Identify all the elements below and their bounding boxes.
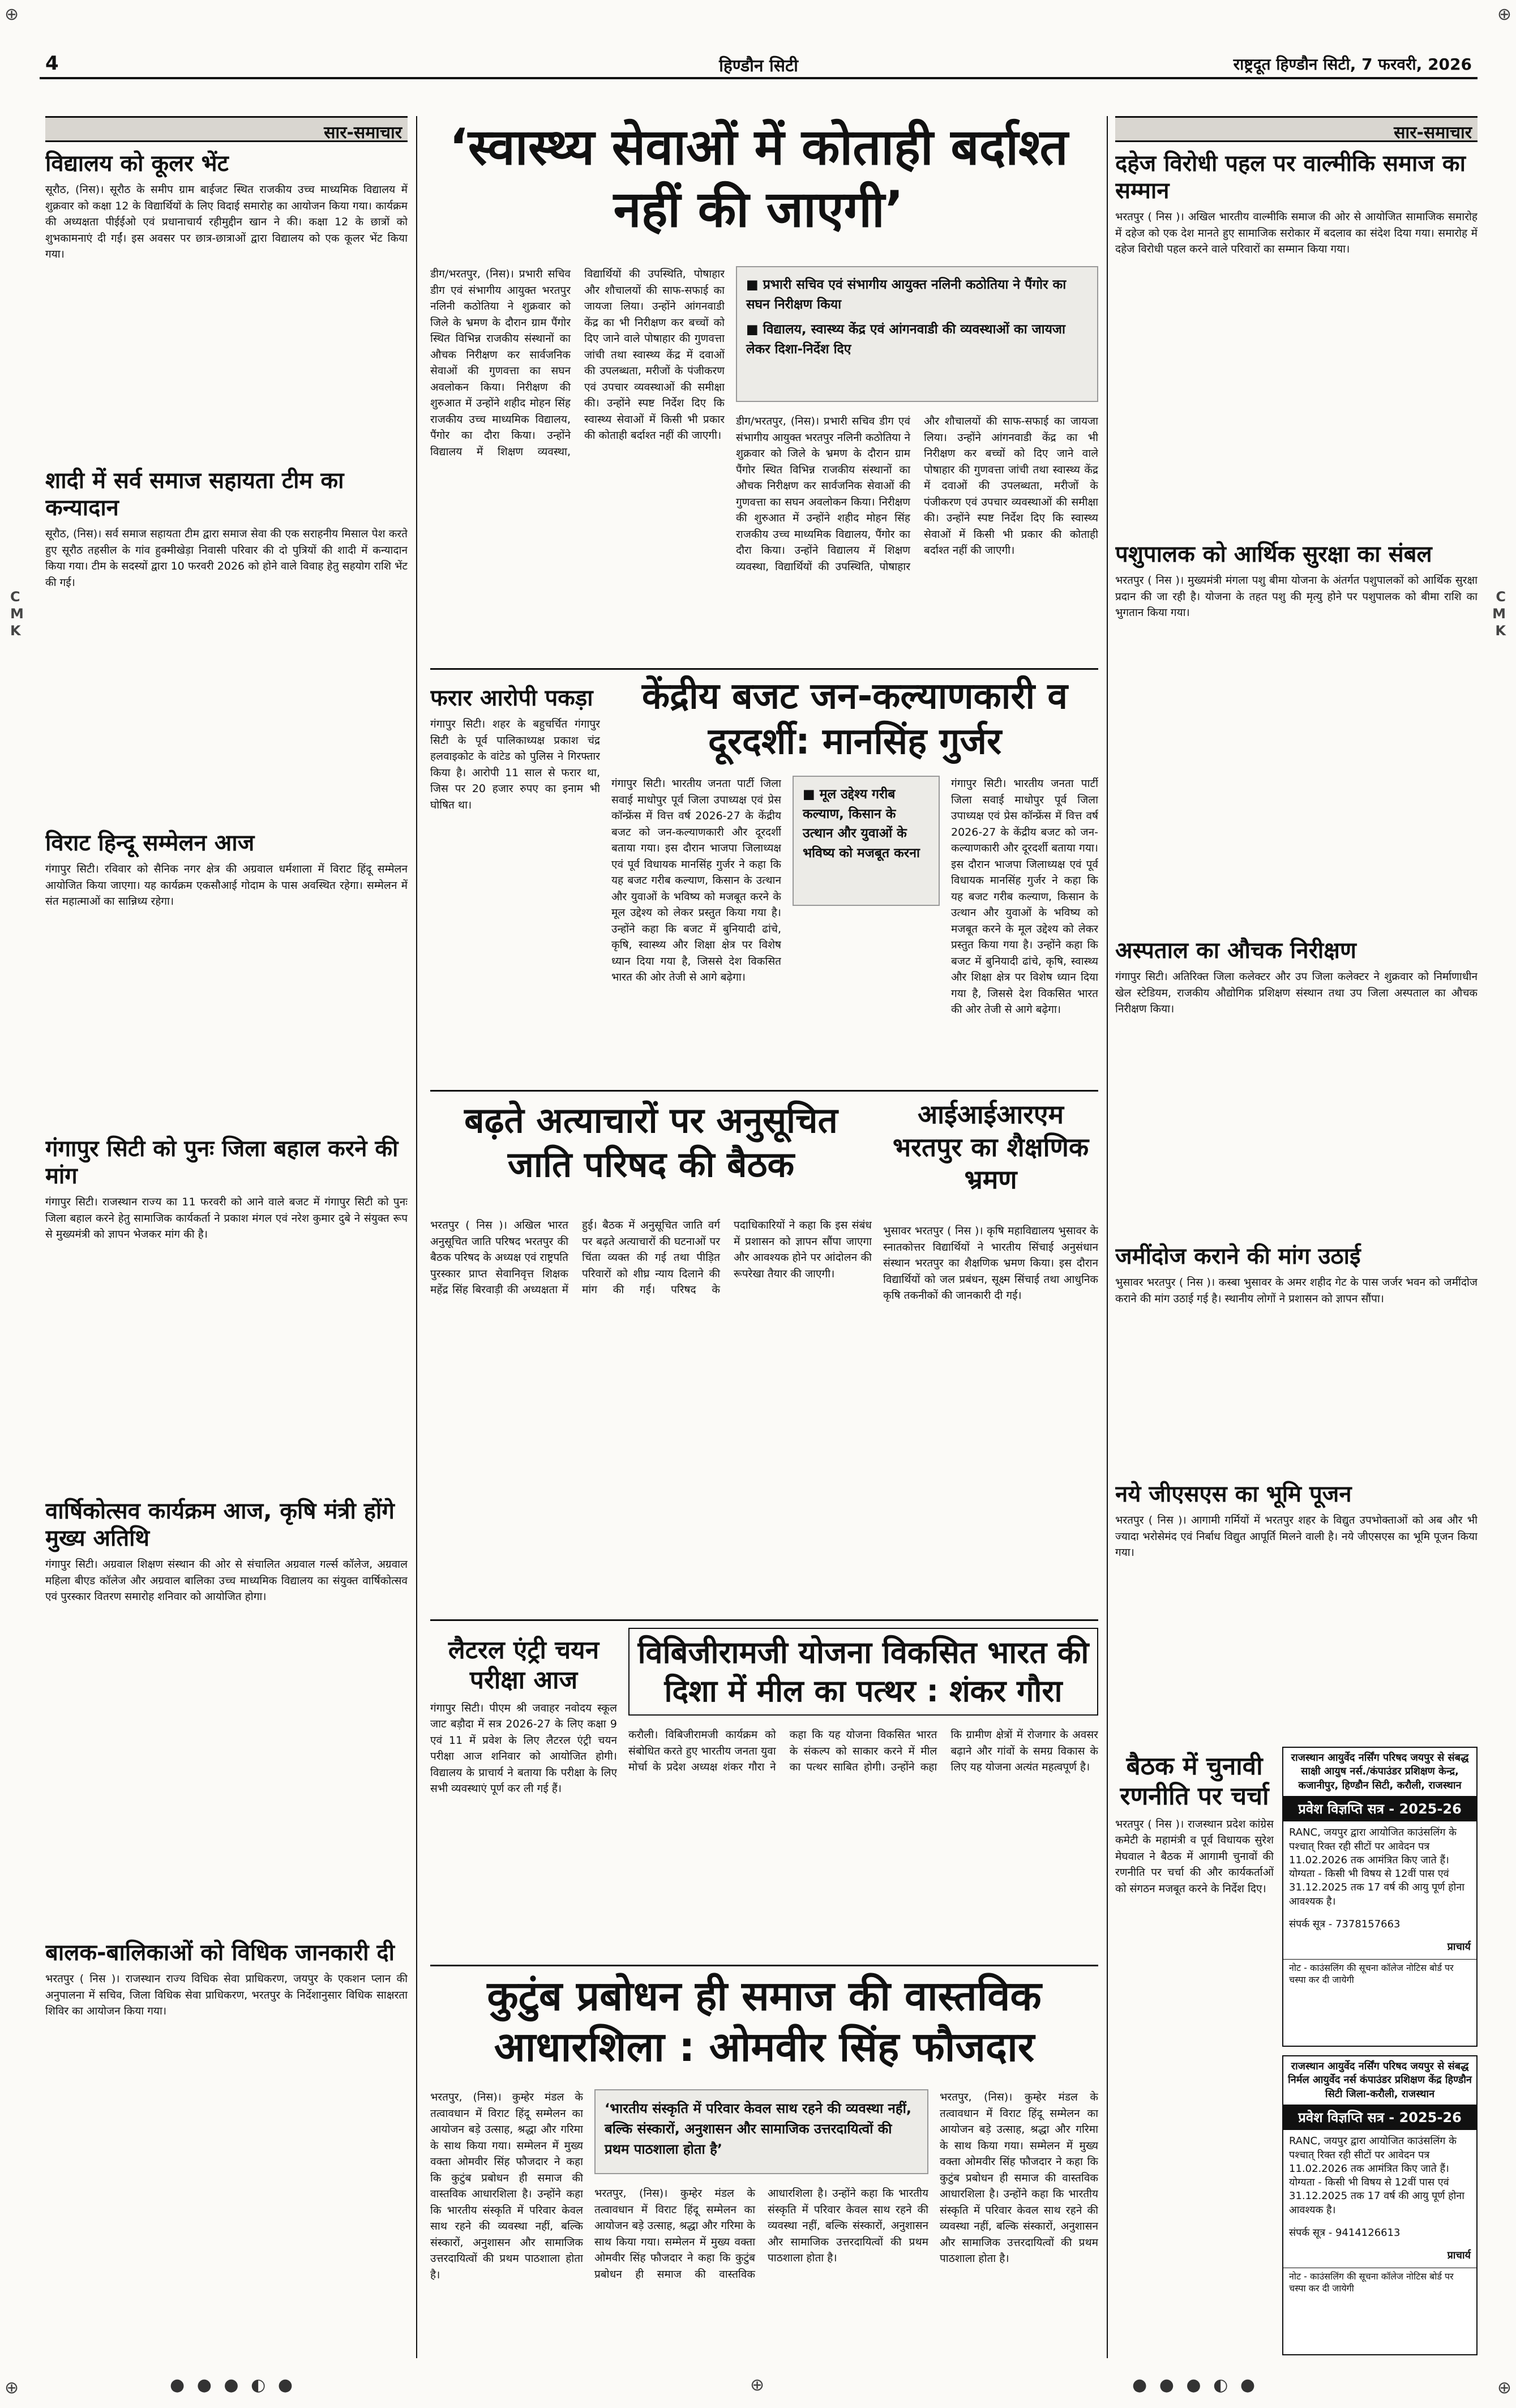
date-line: राष्ट्रदूत हिण्डौन सिटी, 7 फरवरी, 2026 — [1233, 55, 1472, 74]
ad-body: RANC, जयपुर द्वारा आयोजित काउंसलिंग के पश्चात् रिक्त रही सीटों पर आवेदन पत्र 11.02.2026 तक आमंत्रित किए जाते हैं। योग्यता - किसी भी विषय से 12वीं पास एवं 31.12.2025 तक 17 वर्ष की आयु पूर्ण होना आवश्यक है। — [1289, 2135, 1464, 2216]
news-item — [1115, 142, 1478, 533]
news-body: गंगापुर सिटी। अतिरिक्त जिला कलेक्टर और उप जिला कलेक्टर ने शुक्रवार को निर्माणाधीन खेल स्टेडियम, राजकीय औद्योगिक प्रशिक्षण संस्थान तथा उप जिला अस्पताल का औचक निरीक्षण किया। — [1115, 970, 1478, 1015]
cmyk-mark-right-c: C — [1496, 589, 1506, 605]
main-story-body: डीग/भरतपुर, (निस)। प्रभारी सचिव डीग एवं संभागीय आयुक्त भरतपुर नलिनी कठोतिया ने शुक्रवार को जिले के भ्रमण के दौरान ग्राम पैंगोर स्थित विभिन्न राजकीय संस्थानों का औचक निरीक्षण कर सार्वजनिक सेवाओं की गुणवत्ता का सघन अवलोकन किया। निरीक्षण की शुरुआत में उन्होंने शहीद मोहन सिंह राजकीय उच्च माध्यमिक विद्यालय, पैंगोर का दौरा किया। उन्होंने विद्यालय में शिक्षण व्यवस्था, विद्यार्थियों की उपस्थिति, पोषाहार और शौचालयों की साफ-सफाई का जायजा लिया। उन्होंने आंगनवाडी केंद्र का भी निरीक्षण कर बच्चों को दिए जाने वाले पोषाहार की गुणवत्ता जांची तथा स्वास्थ्य केंद्र में दवाओं की उपलब्धता, मरीजों के पंजीकरण एवं उपचार व्यवस्थाओं की समीक्षा की। उन्होंने स्पष्ट निर्देश दिए कि स्वास्थ्य सेवाओं में किसी भी प्रकार की कोताही बर्दाश्त नहीं की जाएगी। — [430, 268, 725, 458]
kutumb-body-1: भरतपुर, (निस)। कुम्हेर मंडल के तत्वावधान में विराट हिंदू सम्मेलन का आयोजन बड़े उत्साह, श्रद्धा और गरिमा के साथ किया गया। सम्मेलन में मुख्य वक्ता ओमवीर सिंह फौजदार ने कहा कि कुटुंब प्रबोधन ही समाज की वास्तविक आधारशिला है। उन्होंने कहा कि भारतीय संस्कृति में परिवार केवल साथ रहने की व्यवस्था नहीं, बल्कि संस्कारों, अनुशासन और सामाजिक उत्तरदायित्वों की प्रथम पाठशाला होता है। — [430, 2091, 583, 2281]
ad-contact: संपर्क सूत्र - 9414126613 — [1289, 2227, 1401, 2239]
ad-org: राजस्थान आयुर्वेद नर्सिंग परिषद जयपुर से संबद्ध निर्मल आयुर्वेद नर्स कंपाउंडर प्रशिक्षण केंद्र हिण्डौन सिटी जिला-करौली, राजस्थान — [1283, 2056, 1476, 2105]
kutumb-quote: ‘भारतीय संस्कृति में परिवार केवल साथ रहने की व्यवस्था नहीं, बल्कि संस्कारों, अनुशासन और सामाजिक उत्तरदायित्वों की प्रथम पाठशाला होता है’ — [594, 2089, 928, 2174]
registration-mark-br: ⊕ — [1497, 2378, 1511, 2398]
ad-contact: संपर्क सूत्र - 7378157663 — [1289, 1918, 1401, 1931]
news-headline: जमींदोज कराने की मांग उठाई — [1115, 1243, 1361, 1269]
section-rule — [430, 668, 1098, 670]
kutumb-body-2: भरतपुर, (निस)। कुम्हेर मंडल के तत्वावधान में विराट हिंदू सम्मेलन का आयोजन बड़े उत्साह, श्रद्धा और गरिमा के साथ किया गया। सम्मेलन में मुख्य वक्ता ओमवीर सिंह फौजदार ने कहा कि कुटुंब प्रबोधन ही समाज की वास्तविक आधारशिला है। उन्होंने कहा कि भारतीय संस्कृति में परिवार केवल साथ रहने की व्यवस्था नहीं, बल्कि संस्कारों, अनुशासन और सामाजिक उत्तरदायित्वों की प्रथम पाठशाला होता है। — [594, 2187, 928, 2281]
bullet-point: ■ प्रभारी सचिव एवं संभागीय आयुक्त नलिनी कठोतिया ने पैंगोर का सघन निरीक्षण किया — [746, 277, 1067, 312]
cmyk-mark-left-k: K — [10, 623, 21, 639]
admission-ad-1 — [1282, 1747, 1478, 2047]
budget-body: गंगापुर सिटी। भारतीय जनता पार्टी जिला सवाई माधोपुर पूर्व जिला उपाध्यक्ष एवं प्रेस कॉन्फ्रेंस में वित्त वर्ष 2026-27 के केंद्रीय बजट को जन-कल्याणकारी और दूरदर्शी बताया गया। इस दौरान भाजपा जिलाध्यक्ष एवं पूर्व विधायक मानसिंह गुर्जर ने कहा कि यह बजट गरीब कल्याण, किसान के उत्थान और युवाओं के भविष्य को मजबूत करने के मूल उद्देश्य को लेकर प्रस्तुत किया गया है। उन्होंने कहा कि बजट में बुनियादी ढांचे, कृषि, स्वास्थ्य और शिक्षा क्षेत्र पर विशेष ध्यान दिया गया है, जिससे देश विकसित भारत की ओर तेजी से आगे बढ़ेगा। — [611, 777, 781, 983]
news-headline: बैठक में चुनावी रणनीति पर चर्चा — [1120, 1752, 1269, 1811]
news-body: गंगापुर सिटी। राजस्थान राज्य का 11 फरवरी को आने वाले बजट में गंगापुर सिटी को पुनः जिला बहाल करने हेतु सामाजिक कार्यकर्ता ने प्रकाश मंगल एवं नरेश कुमार दुबे ने संयुक्त रूप से मुख्यमंत्री को ज्ञापन भेजकर मांग की है। — [45, 1196, 408, 1241]
color-bar-right: ● ● ● ◐ ● — [1132, 2375, 1259, 2395]
news-item — [1115, 1473, 1478, 1710]
main-story-body-cont: डीग/भरतपुर, (निस)। प्रभारी सचिव डीग एवं संभागीय आयुक्त भरतपुर नलिनी कठोतिया ने शुक्रवार को जिले के भ्रमण के दौरान ग्राम पैंगोर स्थित विभिन्न राजकीय संस्थानों का औचक निरीक्षण कर सार्वजनिक सेवाओं की गुणवत्ता का सघन अवलोकन किया। निरीक्षण की शुरुआत में उन्होंने शहीद मोहन सिंह राजकीय उच्च माध्यमिक विद्यालय, पैंगोर का दौरा किया। उन्होंने विद्यालय में शिक्षण व्यवस्था, विद्यार्थियों की उपस्थिति, पोषाहार और शौचालयों की साफ-सफाई का जायजा लिया। उन्होंने आंगनवाडी केंद्र का भी निरीक्षण कर बच्चों को दिए जाने वाले पोषाहार की गुणवत्ता जांची तथा स्वास्थ्य केंद्र में दवाओं की उपलब्धता, मरीजों के पंजीकरण एवं उपचार व्यवस्थाओं की समीक्षा की। उन्होंने स्पष्ट निर्देश दिए कि स्वास्थ्य सेवाओं में किसी भी प्रकार की कोताही बर्दाश्त नहीं की जाएगी। — [736, 415, 1098, 573]
iirm-body: भुसावर भरतपुर ( निस )। कृषि महाविद्यालय भुसावर के स्नातकोत्तर विद्यार्थियों ने भारतीय सिंचाई अनुसंधान संस्थान भरतपुर का शैक्षणिक भ्रमण किया। इस दौरान विद्यार्थियों को जल प्रबंधन, सूक्ष्म सिंचाई तथा आधुनिक कृषि तकनीकों की जानकारी दी गई। — [883, 1225, 1098, 1302]
ad-body: RANC, जयपुर द्वारा आयोजित काउंसलिंग के पश्चात् रिक्त रही सीटों पर आवेदन पत्र 11.02.2026 तक आमंत्रित किए जाते हैं। योग्यता - किसी भी विषय से 12वीं पास एवं 31.12.2025 तक 17 वर्ष की आयु पूर्ण होना आवश्यक है। — [1289, 1827, 1464, 1907]
news-item — [45, 1931, 408, 2328]
news-headline: वार्षिकोत्सव कार्यक्रम आज, कृषि मंत्री होंगे मुख्य अतिथि — [45, 1498, 395, 1551]
news-item — [45, 142, 408, 459]
parishad-headline: बढ़ते अत्याचारों पर अनुसूचित जाति परिषद की बैठक — [464, 1100, 838, 1185]
sar-samachar-header: सार-समाचार — [1115, 116, 1478, 142]
budget-headline: केंद्रीय बजट जन-कल्याणकारी व दूरदर्शी: मानसिंह गुर्जर — [642, 675, 1068, 763]
vbji-body: करौली। विबिजीरामजी कार्यक्रम को संबोधित करते हुए भारतीय जनता युवा मोर्चा के प्रदेश अध्यक्ष शंकर गौरा ने कहा कि यह योजना विकसित भारत के संकल्प को साकार करने में मील का पत्थर साबित होगी। उन्होंने कहा कि ग्रामीण क्षेत्रों में रोजगार के अवसर बढ़ाने और गांवों के समग्र विकास के लिए यह योजना अत्यंत महत्वपूर्ण है। — [628, 1729, 1098, 1773]
ad-sign: प्राचार्य — [1447, 1941, 1471, 1953]
cmyk-mark-left-m: M — [10, 606, 24, 622]
news-headline: पशुपालक को आर्थिक सुरक्षा का संबल — [1115, 541, 1432, 567]
right-column — [1115, 116, 1478, 1741]
section-name: हिण्डौन सिटी — [719, 56, 798, 76]
news-headline: शादी में सर्व समाज सहायता टीम का कन्यादान — [45, 468, 344, 521]
registration-mark-bottom: ⊕ — [750, 2375, 765, 2395]
lateral-story — [430, 1628, 617, 1962]
ad-sign: प्राचार्य — [1447, 2249, 1471, 2262]
page-number: 4 — [45, 52, 59, 75]
parishad-body: भरतपुर ( निस )। अखिल भारत अनुसूचित जाति परिषद भरतपुर की बैठक परिषद के अध्यक्ष एवं राष्ट्रपति पुरस्कार प्राप्त सेवानिवृत्त शिक्षक महेंद्र सिंह बिरवाड़ी की अध्यक्षता में हुई। बैठक में अनुसूचित जाति वर्ग पर बढ़ते अत्याचारों की घटनाओं पर चिंता व्यक्त की गई तथा पीड़ित परिवारों को शीघ्र न्याय दिलाने की मांग की गई। परिषद के पदाधिकारियों ने कहा कि इस संबंध में प्रशासन को ज्ञापन सौंपा जाएगा और आवश्यक होने पर आंदोलन की रूपरेखा तैयार की जाएगी। — [430, 1219, 872, 1296]
farar-story — [430, 677, 600, 1084]
main-bullets — [736, 266, 1098, 402]
budget-bullet-box: ■ मूल उद्देश्य गरीब कल्याण, किसान के उत्थान और युवाओं के भविष्य को मजबूत करना — [793, 776, 940, 906]
news-headline: नये जीएसएस का भूमि पूजन — [1115, 1481, 1352, 1507]
news-headline: लैटरल एंट्री चयन परीक्षा आज — [448, 1636, 599, 1695]
news-body: भरतपुर ( निस )। अखिल भारतीय वाल्मीकि समाज की ओर से आयोजित सामाजिक समारोह में दहेज को एक देश मानते हुए सामाजिक सरोकार में बदलाव का संदेश दिया गया। समारोह में दहेज विरोधी पहल करने वाले परिवारों का सम्मान किया गया। — [1115, 211, 1478, 255]
news-headline: गंगापुर सिटी को पुनः जिला बहाल करने की मांग — [45, 1136, 399, 1189]
news-body: भरतपुर ( निस )। आगामी गर्मियों में भरतपुर शहर के विद्युत उपभोक्ताओं को अब और भी ज्यादा भरोसेमंद एवं निर्बाध विद्युत आपूर्ति मिलने वाली है। नये जीएसएस का भूमि पूजन किया गया। — [1115, 1514, 1478, 1559]
news-item — [45, 1127, 408, 1490]
ad-note: नोट - काउंसलिंग की सूचना कॉलेज नोटिस बोर्ड पर चस्पा कर दी जायेगी — [1283, 2268, 1476, 2297]
cmyk-mark-right-m: M — [1492, 606, 1506, 622]
news-body: सूरौठ, (निस)। सूरौठ के समीप ग्राम बाईजट स्थित राजकीय उच्च माध्यमिक विद्यालय में शुक्रवार को कक्षा 12 के विद्यार्थियों के लिए विदाई समारोह का आयोजन किया गया। कार्यक्रम की अध्यक्षता पीईईओ एवं प्रधानाचार्य रहीमुद्दीन खान ने की। कक्षा 12 के छात्रों को शुभकामनाएं दी गईं। इस अवसर पर छात्र-छात्राओं द्वारा विद्यालय को एक कूलर भेंट किया गया। — [45, 183, 408, 260]
news-headline: विराट हिन्दू सम्मेलन आज — [45, 830, 255, 856]
ad-org: राजस्थान आयुर्वेद नर्सिंग परिषद जयपुर से संबद्ध साक्षी आयुष नर्स./कंपाउंडर प्रशिक्षण केन्द्र, कजानीपुर, हिण्डौन सिटी, करौली, राजस्थान — [1283, 1748, 1476, 1797]
news-item — [45, 1490, 408, 1931]
section-rule — [430, 1965, 1098, 1966]
news-item — [1115, 929, 1478, 1235]
news-item — [45, 459, 408, 822]
news-body: गंगापुर सिटी। पीएम श्री जवाहर नवोदय स्कूल जाट बड़ौदा में सत्र 2026-27 के लिए कक्षा 9 एवं 11 में प्रवेश के लिए लैटरल एंट्री चयन परीक्षा आज शनिवार को आयोजित होगी। विद्यालय के प्राचार्य ने बताया कि परीक्षा के लिए सभी व्यवस्थाएं पूर्ण कर ली गई हैं। — [430, 1701, 617, 1795]
news-body: सूरौठ, (निस)। सर्व समाज सहायता टीम द्वारा समाज सेवा की एक सराहनीय मिसाल पेश करते हुए सूरौठ तहसील के गांव हुक्मीखेड़ा निवासी परिवार की दो पुत्रियों की शादी में कन्यादान किया गया। टीम के सदस्यों द्वारा 10 फरवरी 2026 को होने वाले विवाह हेतु सहयोग राशि भेंट की गई। — [45, 528, 408, 589]
news-headline: फरार आरोपी पकड़ा — [430, 685, 593, 711]
section-rule — [430, 1619, 1098, 1621]
kutumb-headline: कुटुंब प्रबोधन ही समाज की वास्तविक आधारशिला : ओमवीर सिंह फौजदार — [487, 1972, 1042, 2071]
chunavi-story — [1115, 1744, 1274, 2355]
color-bar-left: ● ● ● ◐ ● — [170, 2375, 297, 2395]
news-headline: बालक-बालिकाओं को विधिक जानकारी दी — [45, 1940, 395, 1966]
news-body: गंगापुर सिटी। रविवार को सैनिक नगर क्षेत्र की अग्रवाल धर्मशाला में विराट हिंदू सम्मेलन आयोजित किया जाएगा। यह कार्यक्रम एकसौआई गोदाम के पास अवस्थित रहेगा। सम्मेलन में संत महात्माओं का सान्निध्य रहेगा। — [45, 863, 408, 908]
sar-samachar-header: सार-समाचार — [45, 116, 408, 142]
ad-note: नोट - काउंसलिंग की सूचना कॉलेज नोटिस बोर्ड पर चस्पा कर दी जायेगी — [1283, 1959, 1476, 1988]
ad-title: प्रवेश विज्ञप्ति सत्र - 2025-26 — [1283, 1797, 1476, 1821]
news-item — [45, 822, 408, 1127]
news-body: गंगापुर सिटी। अग्रवाल शिक्षण संस्थान की ओर से संचालित अग्रवाल गर्ल्स कॉलेज, अग्रवाल महिला बीएड कॉलेज और अग्रवाल बालिका उच्च माध्यमिक विद्यालय का संयुक्त वार्षिकोत्सव एवं पुरस्कार वितरण समारोह शनिवार को आयोजित होगा। — [45, 1558, 408, 1603]
registration-mark-bl: ⊕ — [5, 2378, 19, 2398]
news-item — [1115, 1235, 1478, 1473]
left-column — [45, 116, 408, 2358]
column-rule — [1107, 116, 1108, 2358]
news-headline: विद्यालय को कूलर भेंट — [45, 151, 229, 177]
news-item — [1115, 533, 1478, 929]
registration-mark-tl: ⊕ — [5, 5, 19, 24]
news-headline: दहेज विरोधी पहल पर वाल्मीकि समाज का सम्मान — [1115, 151, 1466, 204]
section-rule — [430, 1090, 1098, 1092]
bullet-point: ■ विद्यालय, स्वास्थ्य केंद्र एवं आंगनवाडी की व्यवस्थाओं का जायजा लेकर दिशा-निर्देश दिए — [746, 322, 1065, 357]
news-body: भुसावर भरतपुर ( निस )। कस्बा भुसावर के अमर शहीद गेट के पास जर्जर भवन को जमींदोज कराने की मांग उठाई गई है। स्थानीय लोगों ने प्रशासन को ज्ञापन सौंपा। — [1115, 1276, 1478, 1305]
page-header — [40, 52, 1478, 79]
news-body: भरतपुर ( निस )। राजस्थान प्रदेश कांग्रेस कमेटी के महामंत्री व पूर्व विधायक सुरेश मेघवाल ने बैठक में आगामी चुनावों की रणनीति पर चर्चा की और कार्यकर्ताओं को संगठन मजबूत करने के निर्देश दिए। — [1115, 1817, 1274, 1895]
kutumb-body-3: भरतपुर, (निस)। कुम्हेर मंडल के तत्वावधान में विराट हिंदू सम्मेलन का आयोजन बड़े उत्साह, श्रद्धा और गरिमा के साथ किया गया। सम्मेलन में मुख्य वक्ता ओमवीर सिंह फौजदार ने कहा कि कुटुंब प्रबोधन ही समाज की वास्तविक आधारशिला है। उन्होंने कहा कि भारतीय संस्कृति में परिवार केवल साथ रहने की व्यवस्था नहीं, बल्कि संस्कारों, अनुशासन और सामाजिक उत्तरदायित्वों की प्रथम पाठशाला होता है। — [940, 2091, 1098, 2265]
registration-mark-tr: ⊕ — [1497, 5, 1511, 24]
column-rule — [416, 116, 417, 2358]
vbji-headline: विबिजीरामजी योजना विकसित भारत की दिशा में मील का पत्थर : शंकर गौरा — [628, 1628, 1098, 1716]
budget-body-cont: गंगापुर सिटी। भारतीय जनता पार्टी जिला सवाई माधोपुर पूर्व जिला उपाध्यक्ष एवं प्रेस कॉन्फ्रेंस में वित्त वर्ष 2026-27 के केंद्रीय बजट को जन-कल्याणकारी और दूरदर्शी बताया गया। इस दौरान भाजपा जिलाध्यक्ष एवं पूर्व विधायक मानसिंह गुर्जर ने कहा कि यह बजट गरीब कल्याण, किसान के उत्थान और युवाओं के भविष्य को मजबूत करने के मूल उद्देश्य को लेकर प्रस्तुत किया गया है। उन्होंने कहा कि बजट में बुनियादी ढांचे, कृषि, स्वास्थ्य और शिक्षा क्षेत्र पर विशेष ध्यान दिया गया है, जिससे देश विकसित भारत की ओर तेजी से आगे बढ़ेगा। — [951, 777, 1098, 1016]
news-headline: अस्पताल का औचक निरीक्षण — [1115, 938, 1356, 964]
cmyk-mark-right-k: K — [1495, 623, 1506, 639]
ad-title: प्रवेश विज्ञप्ति सत्र - 2025-26 — [1283, 2105, 1476, 2130]
news-body: भरतपुर ( निस )। मुख्यमंत्री मंगला पशु बीमा योजना के अंतर्गत पशुपालकों को आर्थिक सुरक्षा प्रदान की जा रही है। योजना के तहत पशु की मृत्यु होने पर पशुपालक को बीमा राशि का भुगतान किया गया। — [1115, 574, 1478, 619]
news-body: गंगापुर सिटी। शहर के बहुचर्चित गंगापुर सिटी के पूर्व पालिकाध्यक्ष प्रकाश चंद्र हलवाइकोट के वांटेड को पुलिस ने गिरफ्तार किया है। आरोपी 11 साल से फरार था, जिस पर 20 हजार रुपए का इनाम भी घोषित था। — [430, 718, 600, 811]
main-headline: ‘स्वास्थ्य सेवाओं में कोताही बर्दाश्त नहीं की जाएगी’ — [449, 118, 1068, 238]
cmyk-mark-left-c: C — [10, 589, 20, 605]
admission-ad-2 — [1282, 2055, 1478, 2355]
news-body: भरतपुर ( निस )। राजस्थान राज्य विधिक सेवा प्राधिकरण, जयपुर के एकशन प्लान की अनुपालना में सचिव, जिला विधिक सेवा प्राधिकरण, भरतपुर के निर्देशानुसार विधिक साक्षरता शिविर का आयोजन किया गया। — [45, 1973, 408, 2017]
iirm-headline: आईआईआरएम भरतपुर का शैक्षणिक भ्रमण — [892, 1099, 1089, 1195]
